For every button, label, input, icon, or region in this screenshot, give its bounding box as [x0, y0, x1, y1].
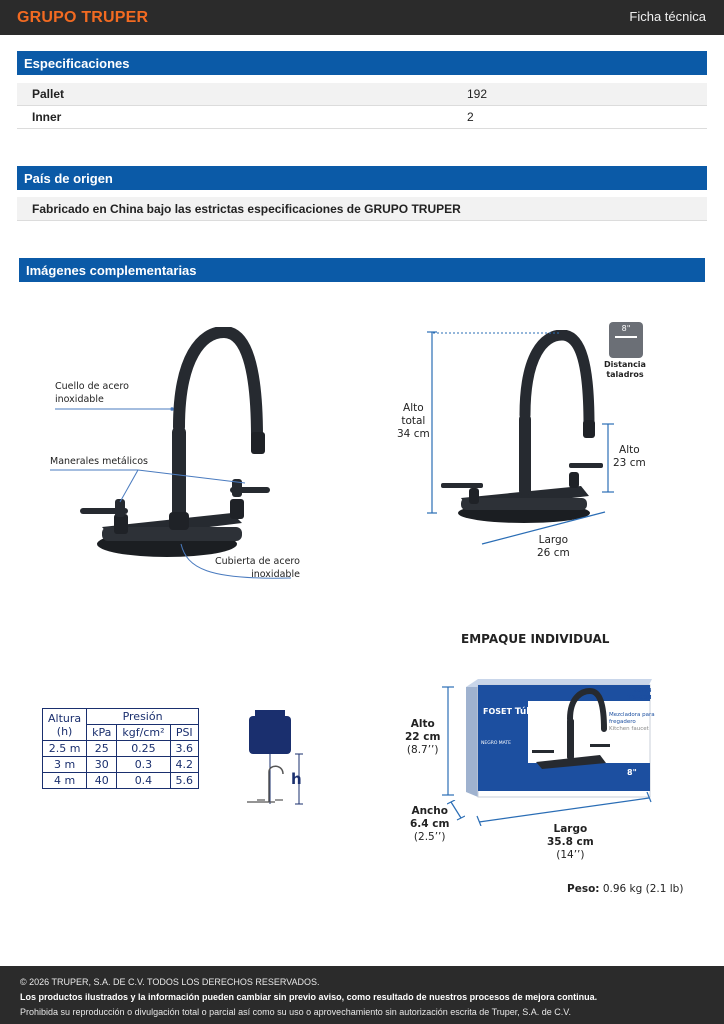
dim-text: 23 cm [613, 457, 646, 469]
specs-section-header: Especificaciones [17, 51, 707, 75]
header-text: (h) [56, 724, 73, 738]
table-cell: 4.2 [170, 757, 199, 773]
footer-legal: Prohibida su reproducción o divulgación total o parcial así como su uso o aprovechamiento sin autorización escrita de Truper, S.A. de C.V. [20, 1007, 571, 1017]
box-desc-text: Mezcladora para [609, 712, 655, 718]
box-code [627, 688, 652, 702]
drill-spacing-icon [609, 322, 643, 358]
box-code-text: 46773 [634, 688, 652, 694]
dim-text: 22 cm [405, 731, 441, 743]
dim-text: (8.7’’) [406, 744, 439, 756]
package-weight [567, 883, 683, 896]
dim-text: (2.5’’) [413, 831, 446, 843]
table-cell: 2.5 m [43, 741, 87, 757]
table-row [43, 757, 199, 773]
header-text: Altura [48, 711, 82, 725]
spec-label: Pallet [32, 87, 65, 101]
origin-text: Fabricado en China bajo las estrictas especificaciones de GRUPO TRUPER [17, 197, 707, 221]
box-finish: NEGRO MATE [481, 741, 511, 746]
callout-handles: Manerales metálicos [50, 456, 148, 467]
dim-text: 6.4 cm [410, 818, 450, 830]
header-psi: PSI [170, 725, 199, 741]
table-cell: 0.3 [117, 757, 170, 773]
package-width-label [410, 805, 449, 844]
table-cell: 5.6 [170, 773, 199, 789]
spec-row-inner [17, 106, 707, 129]
dim-text: total [401, 415, 426, 427]
callout-text: Cubierta de acero [215, 556, 300, 567]
table-row [43, 773, 199, 789]
header-kpa: kPa [87, 725, 117, 741]
complementary-images [17, 282, 707, 962]
package-title: EMPAQUE INDIVIDUAL [461, 632, 610, 646]
dim-text: 35.8 cm [547, 836, 594, 848]
document-type: Ficha técnica [629, 9, 706, 24]
origin-section-header: País de origen [17, 166, 707, 190]
total-height-label [397, 402, 430, 441]
spec-value: 2 [467, 110, 474, 124]
spout-height-label [613, 444, 646, 470]
drill-glyph [615, 336, 637, 346]
faucet-illustration [72, 327, 272, 567]
dim-text: Largo [538, 534, 569, 546]
footer [0, 966, 724, 1024]
images-section-header: Imágenes complementarias [19, 258, 705, 282]
table-row [43, 741, 199, 757]
package-length-line [475, 792, 653, 826]
table-cell: 40 [87, 773, 117, 789]
table-cell: 30 [87, 757, 117, 773]
length-label [537, 534, 570, 560]
header-presion: Presión [87, 709, 199, 725]
dim-text: (14’’) [556, 849, 585, 861]
pressure-table [42, 708, 199, 789]
box-description [609, 712, 655, 733]
spec-row-pallet [17, 83, 707, 106]
dim-text: Largo [553, 823, 588, 835]
package-height-line [442, 685, 454, 797]
table-cell: 3 m [43, 757, 87, 773]
callout-neck [55, 380, 129, 406]
weight-value: 0.96 kg (2.1 lb) [602, 883, 684, 895]
spec-label: Inner [32, 110, 62, 124]
table-cell: 0.4 [117, 773, 170, 789]
package-height-label [405, 718, 440, 757]
drill-spacing-label [604, 360, 646, 380]
callout-neck-line [55, 404, 185, 414]
dim-text: Alto [403, 402, 424, 414]
dim-text: taladros [606, 370, 644, 379]
h-label: h [291, 770, 302, 788]
dim-text: Ancho [411, 805, 448, 817]
water-tank-diagram [239, 706, 309, 810]
table-cell: 3.6 [170, 741, 199, 757]
callout-text: inoxidable [251, 569, 300, 580]
footer-notice: Los productos ilustrados y la información pueden cambiar sin previo aviso, como resultado de nuestros procesos de mejora continua. [20, 992, 598, 1002]
box-desc-text: Kitchen faucet [609, 726, 649, 732]
weight-label: Peso: [567, 883, 600, 895]
callout-text: inoxidable [55, 394, 104, 405]
dim-text: Alto [410, 718, 435, 730]
dim-text: 34 cm [397, 428, 430, 440]
table-header-row [43, 709, 199, 725]
header-altura [43, 709, 87, 741]
callout-handles-line [50, 468, 250, 513]
spec-value: 192 [467, 87, 488, 101]
drill-spacing-value: 8" [621, 324, 631, 333]
brand-logo: GRUPO TRUPER [17, 9, 149, 26]
box-code-text: TBF-60M [627, 695, 652, 701]
package-length-label [547, 823, 594, 862]
package-width-line [447, 800, 465, 822]
dim-text: Alto [619, 444, 640, 456]
top-bar [0, 0, 724, 35]
box-desc-text: fregadero [609, 719, 636, 725]
top-dotted-line [433, 330, 563, 336]
box-brand-text: FOSET [483, 707, 512, 716]
table-cell: 25 [87, 741, 117, 757]
callout-cover-line [177, 540, 297, 584]
table-cell: 4 m [43, 773, 87, 789]
table-cell: 0.25 [117, 741, 170, 757]
callout-text: Cuello de acero [55, 381, 129, 392]
box-spacing: 8" [627, 768, 637, 777]
footer-copyright: © 2026 TRUPER, S.A. DE C.V. TODOS LOS DERECHOS RESERVADOS. [20, 977, 320, 987]
dim-text: 26 cm [537, 547, 570, 559]
dim-text: Distancia [604, 360, 646, 369]
header-kgf: kgf/cm² [117, 725, 170, 741]
box-line-text: Túbig [514, 707, 543, 717]
box-brand [483, 707, 542, 717]
